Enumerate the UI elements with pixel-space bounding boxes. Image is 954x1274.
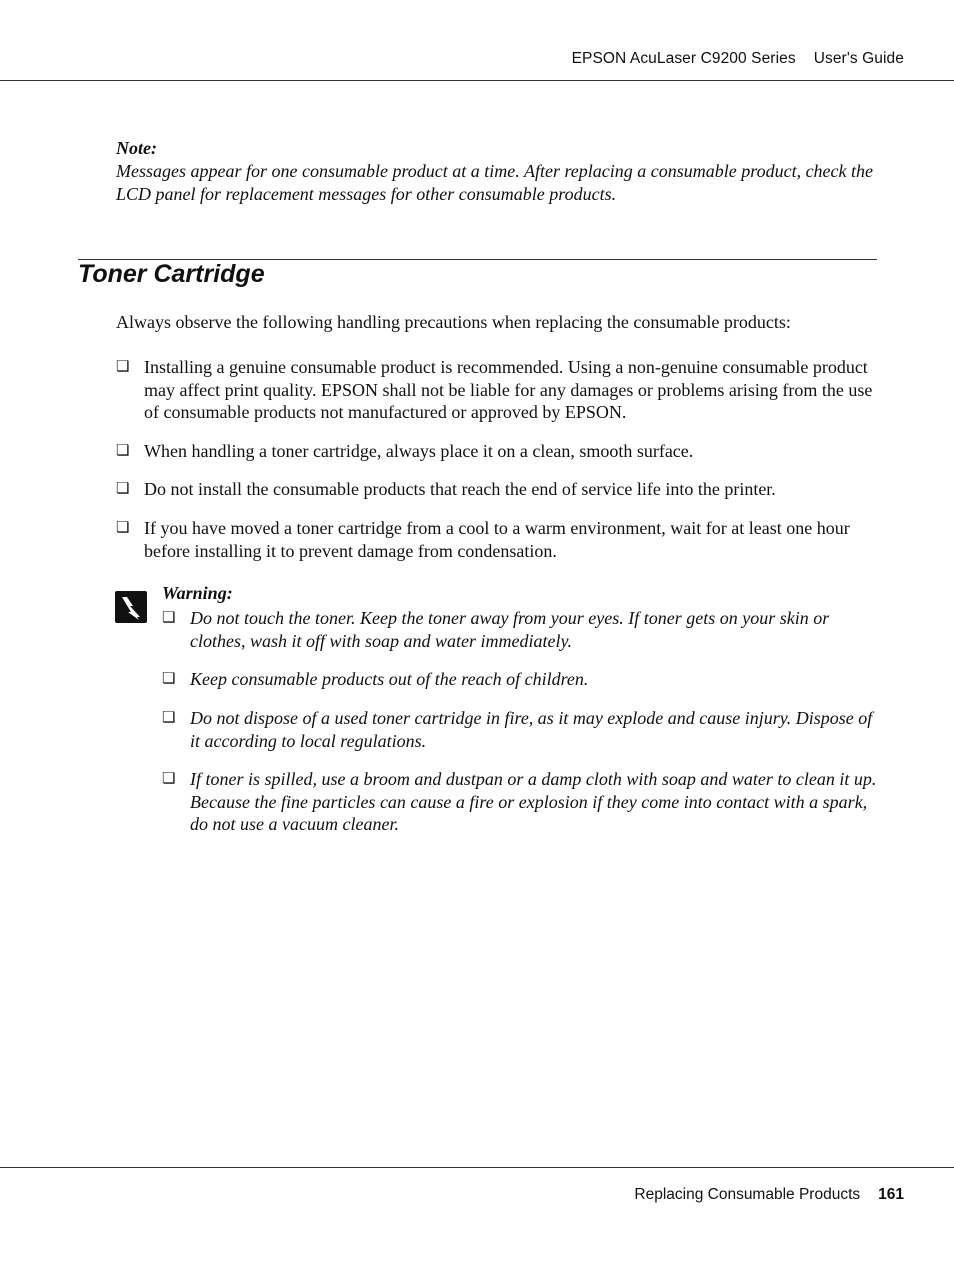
list-item: ❏ Do not dispose of a used toner cartridge in fire, as it may explode and cause injury. Dispose of it according to local regulations. — [162, 708, 873, 751]
checkbox-bullet-icon: ❏ — [116, 481, 130, 497]
page-footer — [634, 1186, 904, 1204]
note-title: Note: — [116, 138, 157, 158]
checkbox-bullet-icon: ❏ — [162, 610, 176, 626]
lightning-bolt-icon — [115, 591, 147, 623]
list-item: ❏ Do not install the consumable products that reach the end of service life into the printer. — [116, 479, 776, 499]
checkbox-bullet-icon: ❏ — [162, 671, 176, 687]
warning-list-2 — [162, 668, 886, 691]
checkbox-bullet-icon: ❏ — [116, 520, 130, 536]
precaution-list-2 — [116, 440, 886, 463]
footer-chapter: Replacing Consumable Products — [634, 1186, 861, 1203]
list-item: ❏ When handling a toner cartridge, always place it on a clean, smooth surface. — [116, 441, 694, 461]
list-item: ❏ If you have moved a toner cartridge from a cool to a warm environment, wait for at least one hour before installing it to prevent damage from condensation. — [116, 518, 850, 561]
section-intro: Always observe the following handling precautions when replacing the consumable products: — [116, 312, 791, 332]
warning-list-4 — [162, 768, 886, 836]
list-item: ❏ If toner is spilled, use a broom and dustpan or a damp cloth with soap and water to clean it up. Because the fine particles can cause a fire or explosion if they come into contact with a spark, do not use a vacuum cleaner. — [162, 769, 877, 834]
checkbox-bullet-icon: ❏ — [162, 771, 176, 787]
checkbox-bullet-icon: ❏ — [116, 359, 130, 375]
header-rule — [0, 80, 954, 81]
footer-rule — [0, 1167, 954, 1168]
checkbox-bullet-icon: ❏ — [162, 710, 176, 726]
precaution-list-3 — [116, 478, 886, 501]
warning-list-3 — [162, 707, 886, 752]
list-item: ❏ Do not touch the toner. Keep the toner away from your eyes. If toner gets on your skin or clothes, wash it off with soap and water immediately. — [162, 608, 830, 651]
precaution-list-4 — [116, 517, 886, 562]
list-item: ❏ Keep consumable products out of the reach of children. — [162, 669, 589, 689]
note-block — [116, 137, 886, 206]
list-item: ❏ Installing a genuine consumable product is recommended. Using a non-genuine consumable product may affect print quality. EPSON shall not be liable for any damages or problems arising from the use of consumable products not manufactured or approved by EPSON. — [116, 357, 873, 422]
checkbox-bullet-icon: ❏ — [116, 443, 130, 459]
precaution-list — [116, 356, 886, 424]
header-product: EPSON AcuLaser C9200 Series — [571, 50, 796, 67]
page-header — [572, 50, 904, 68]
warning-title: Warning: — [162, 583, 233, 603]
warning-list — [162, 607, 886, 652]
warning-lightning-icon — [115, 591, 147, 623]
page-number: 161 — [878, 1186, 904, 1203]
section-title: Toner Cartridge — [78, 260, 265, 288]
header-guide: User's Guide — [813, 50, 904, 67]
note-text: Messages appear for one consumable product at a time. After replacing a consumable product, check the LCD panel for replacement messages for other consumable products. — [116, 161, 874, 204]
